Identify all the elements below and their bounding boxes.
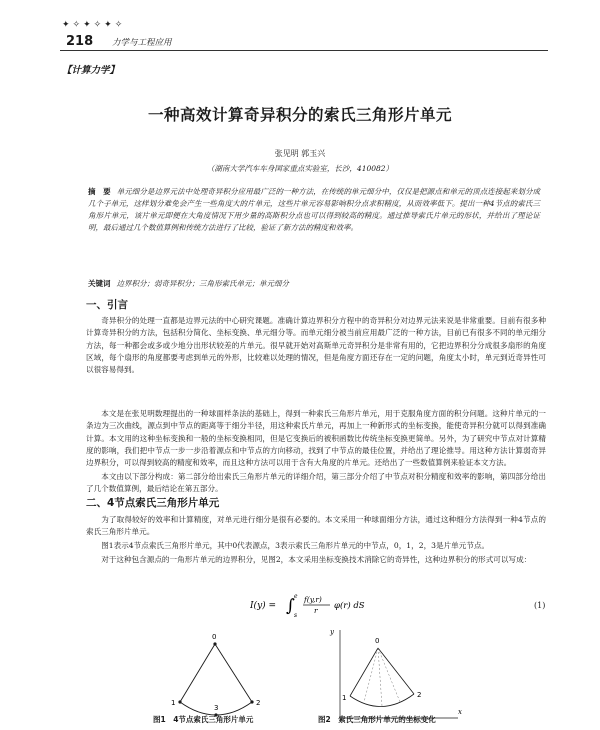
journal-title: 力学与工程应用 [112, 38, 172, 48]
section-heading-introduction: 一、引言 [86, 299, 128, 311]
fig2-x-label: x [458, 708, 462, 716]
paragraph: 为了取得较好的效率和计算精度，对单元进行细分是很有必要的。本文采用一种球面细分方法，通过这种细分方法得到一种4节点的索氏三角形片单元。 [86, 515, 546, 537]
fig1-label-0: 0 [212, 633, 217, 641]
fig1-label-3: 3 [214, 704, 219, 712]
fig2-label-2: 2 [417, 691, 422, 699]
paragraph: 奇异积分的处理一直都是边界元法的中心研究课题。准确计算边界积分方程中的奇异积分对边界元法来说是非常重要。目前有很多种计算奇异积分的方法，包括积分简化、坐标变换、单元细分等。而单元细分被当前应用最广泛的一种方法，目前已有很多不同的单元细分方法，每一种都会或多或少地分出形状较差的片单元。很早就开始对高斯单元奇异积分是非常有用的，它把边界积分分成很多扇形的角度区域，每个扇形的角度都要考虑到单元的外形，比较难以处理的情况，但是角度方面还存在一定的问题，角度太小时，单元到近奇异性可以很容易得到。 [86, 316, 546, 375]
paragraph: 对于这种包含源点的一角形片单元的边界积分，见图2，本文采用坐标变换技术消除它的奇异性，这种边界积分的形式可以写成： [101, 555, 532, 564]
column-tag: 【计算力学】 [62, 65, 120, 76]
header-rule [60, 50, 548, 51]
paragraph: 本文由以下部分构成：第二部分给出索氏三角形片单元的详细介绍，第三部分介绍了中节点对积分精度和效率的影响，第四部分给出了几个数值算例，最后结论在第五部分。 [86, 472, 546, 494]
header-ornament: ✦✧✦✧✦✧ [62, 20, 126, 30]
fig1-edge-0-1 [180, 644, 215, 702]
article-title: 一种高效计算奇异积分的索氏三角形片单元 [147, 106, 452, 124]
equation-denominator: r [314, 606, 318, 615]
figure-1-patch-element [160, 630, 270, 722]
fig2-label-1: 1 [342, 694, 347, 702]
figure-2-caption: 图2 索氏三角形片单元的坐标变化 [318, 715, 436, 724]
equation-factor: φ(r) dS [334, 601, 365, 611]
article-authors: 张见明 郭玉兴 [274, 149, 326, 158]
abstract [88, 186, 540, 234]
fig2-label-0: 0 [375, 637, 380, 645]
fig2-edge-0-1 [350, 648, 378, 696]
fig1-label-1: 1 [171, 699, 176, 707]
fig1-label-2: 2 [256, 699, 261, 707]
fig2-grid-line [364, 648, 378, 702]
article-affiliation: （湖南大学汽车车身国家重点实验室，长沙，410082） [206, 164, 394, 173]
fig1-node-0 [213, 642, 216, 645]
equation-numerator: f(y,r) [304, 595, 322, 604]
equation-integral-sign: ∫ [286, 596, 295, 616]
keywords [88, 278, 540, 289]
abstract-label: 摘 要 [88, 187, 111, 196]
paragraph: 本文是在张见明数理提出的一种球面样条法的基础上，得到一种索氏三角形片单元，用于克服角度方面的积分问题。这种片单元的一条边为三次曲线，源点到中节点的距离等于细分半径，用这种索氏片单元，再加上一种新形式的坐标变换，能使奇异积分就可以得到准确计算。本文用的这种坐标变换和一般的坐标变换相同，但是它变换后的被积函数比传统坐标变换更简单。另外，为了研究中节点对计算精度的影响，我们把中节点一步一步沿着源点和中节点的方向移动，找到了中节点的最佳位置，并给出了理论推导。用这种方法计算弱奇异边界积分，可以得到较高的精度和效率，而且这种方法可以用于含有大角度的片单元。还给出了一些数值算例来验证本文方法。 [86, 409, 546, 468]
fig2-grid-line [378, 648, 400, 702]
equation-1 [250, 592, 550, 618]
figure-2-coordinate-transform [318, 624, 468, 722]
fig1-edge-0-2 [215, 644, 252, 702]
page-number: 218 [66, 34, 94, 49]
keywords-text: 边界积分；弱奇异积分；三角形索氏单元；单元细分 [116, 279, 289, 288]
fig2-edge-0-2 [378, 648, 414, 694]
keywords-label: 关键词 [88, 279, 111, 288]
equation-number: (1) [534, 601, 546, 610]
fig1-node-2 [250, 700, 253, 703]
equation-lhs: I(y) = [250, 601, 277, 611]
equation-upper-limit: e [294, 593, 298, 600]
fig2-y-label: y [330, 628, 334, 636]
abstract-text: 单元细分是边界元法中处理奇异积分应用最广泛的一种方法，在传统的单元细分中，仅仅是把源点和单元的顶点连接起来划分成几个子单元，这样划分难免会产生一些角度大的片单元，这些片单元容易影响积分点求积精度，从而效率低下。提出一种4节点的索氏三角形片单元，该片单元即便在大角度情况下用少量的高斯积分点也可以得到较高的精度。通过推导索氏片单元的形状，并给出了理论证明，最后通过几个数值算例和传统方法进行了比较，验证了新方法的精度和效率。 [88, 187, 541, 232]
fig1-node-1 [178, 700, 181, 703]
section-heading-patch-element: 二、4节点索氏三角形片单元 [86, 497, 220, 509]
paragraph: 图1表示4节点索氏三角形片单元，其中0代表源点，3表示索氏三角形片单元的中节点，0，1，2，3是片单元节点。 [101, 541, 490, 550]
figure-1-caption: 图1 4节点索氏三角形片单元 [153, 715, 254, 724]
equation-lower-limit: s [294, 612, 298, 618]
